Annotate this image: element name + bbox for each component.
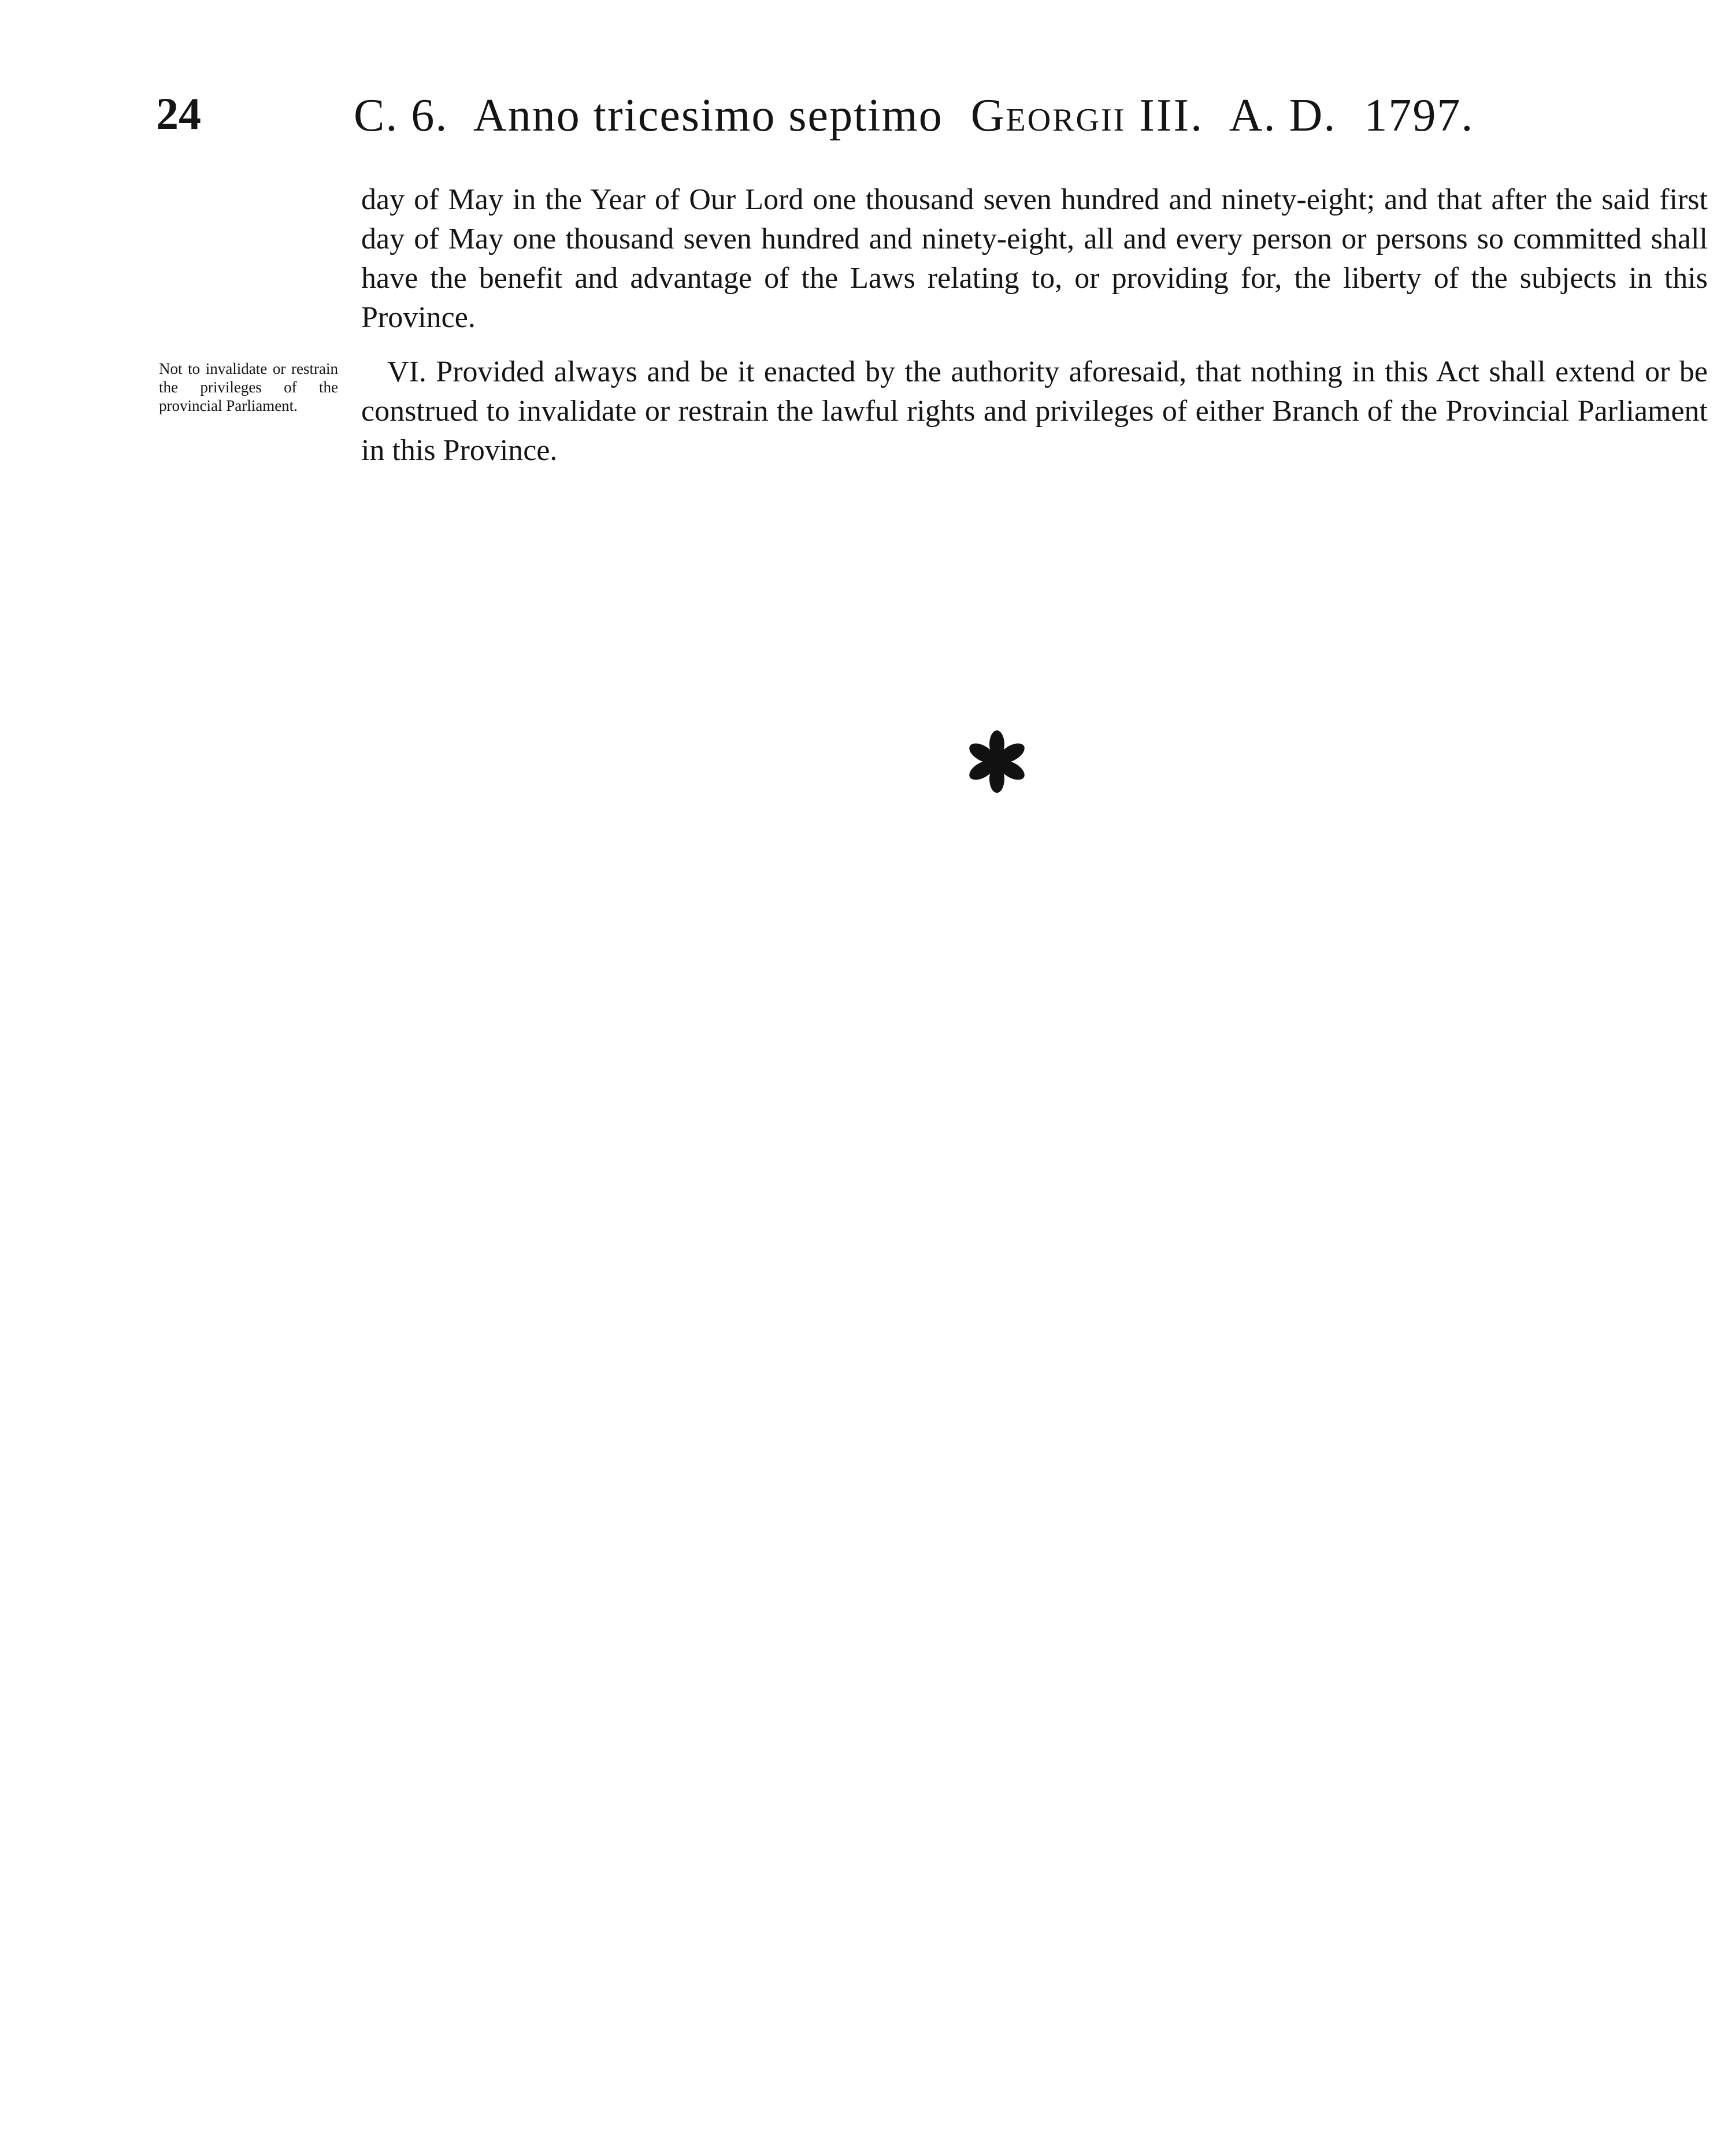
regnal-year: Anno tricesimo septimo — [473, 90, 943, 141]
chapter-label: C. 6. — [354, 90, 448, 141]
continuation-paragraph: day of May in the Year of Our Lord one thousand seven hundred and ninety-eight; and that after the said first day of May one thousand seven hundred and ninety-eight, all and every person or persons so committed shall have the benefit and advantage of the Laws relating to, or providing for, the liberty of the subjects in this Province. — [361, 183, 1708, 334]
marginal-note: Not to invalidate or restrain the privileges of the provincial Parliament. — [159, 360, 338, 414]
running-header — [354, 92, 1489, 139]
era-label: A. D. — [1229, 90, 1337, 141]
asterisk-flower-icon — [962, 727, 1032, 796]
king-name: Georgii III. — [970, 90, 1204, 141]
page-number: 24 — [156, 88, 201, 139]
section-vi-paragraph: VI. Provided always and be it enacted by the authority aforesaid, that nothing in this Act shall extend or be construed to invalidate or restrain the lawful rights and privileges of either Branch of the Provincial Parliament in this Province. — [361, 355, 1708, 467]
year-label: 1797. — [1364, 90, 1474, 141]
